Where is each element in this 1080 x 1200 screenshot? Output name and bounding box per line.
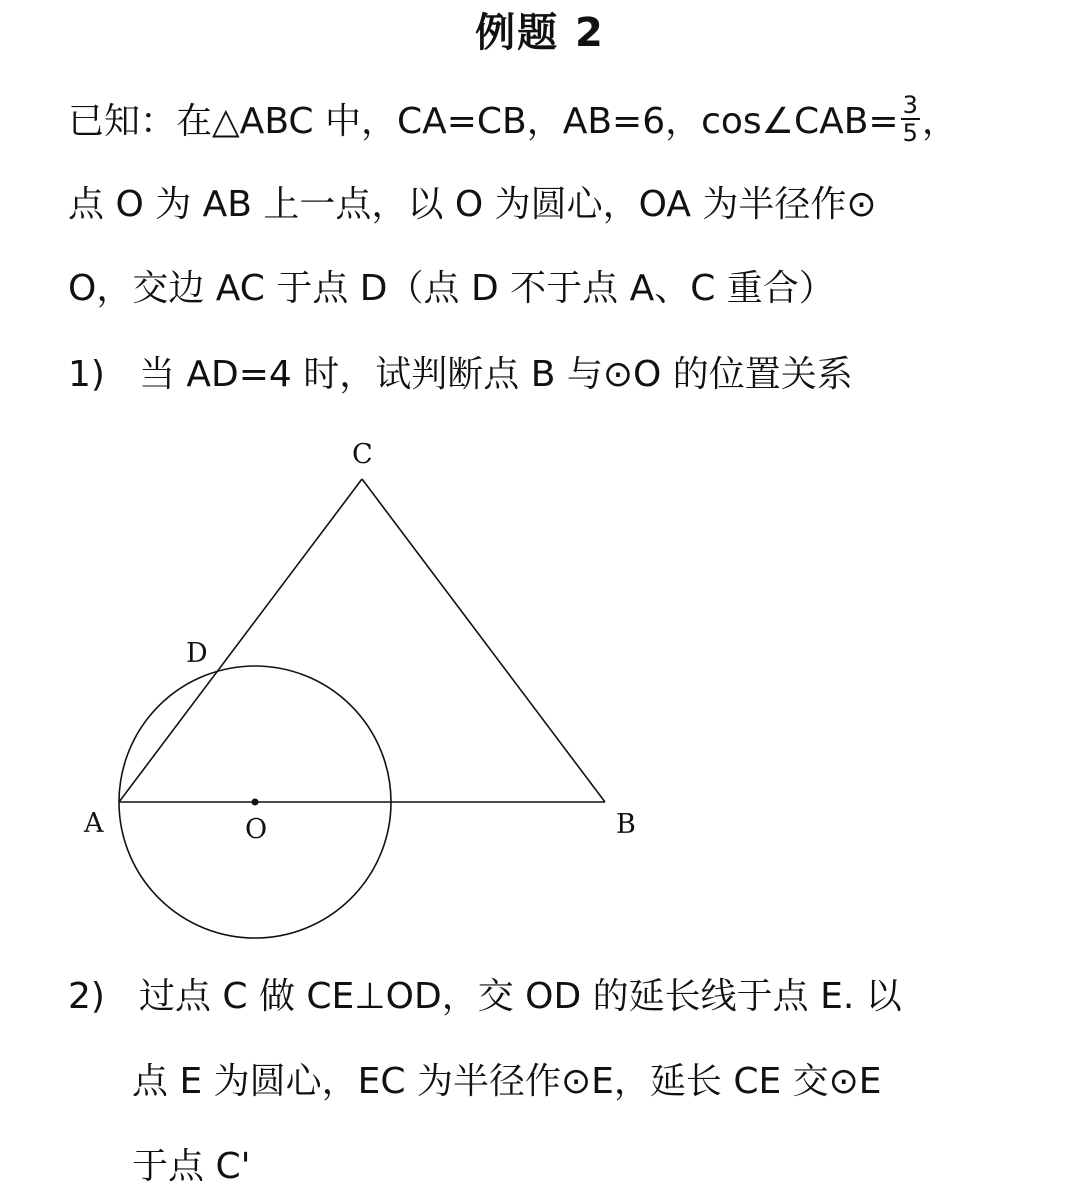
label-d: D (186, 638, 208, 669)
question-2-line-2: 点 E 为圆心，EC 为半径作⊙E，延长 CE 交⊙E (132, 1061, 882, 1102)
label-c: C (352, 439, 373, 470)
label-a: A (84, 808, 104, 839)
side-ac (119, 479, 362, 802)
given-line-3: O，交边 AC 于点 D（点 D 不于点 A、C 重合） (68, 268, 835, 309)
question-1-text: 当 AD=4 时，试判断点 B 与⊙O 的位置关系 (138, 354, 853, 395)
geometry-figure (0, 420, 1080, 960)
cos-denominator: 5 (902, 119, 918, 147)
side-cb (362, 479, 605, 802)
problem-title: 例题 2 (475, 10, 605, 56)
label-o: O (245, 814, 268, 845)
question-1-number: 1) (68, 354, 105, 395)
center-point-o (252, 799, 259, 806)
cos-numerator: 3 (902, 91, 918, 119)
question-2-text-1: 过点 C 做 CE⊥OD，交 OD 的延长线于点 E. 以 (138, 976, 902, 1017)
cos-fraction (901, 92, 920, 146)
label-b: B (616, 809, 636, 840)
question-2-line-3: 于点 C' (132, 1146, 251, 1187)
given-line-1-suffix: ， (921, 101, 958, 142)
given-line-1 (68, 91, 958, 150)
question-2-line-1 (68, 972, 902, 1022)
question-1 (68, 350, 853, 400)
question-2-number: 2) (68, 976, 105, 1017)
given-line-1-text: 已知：在△ABC 中，CA=CB，AB=6，cos∠CAB= (68, 101, 899, 142)
given-line-2: 点 O 为 AB 上一点，以 O 为圆心，OA 为半径作⊙ (68, 184, 877, 225)
